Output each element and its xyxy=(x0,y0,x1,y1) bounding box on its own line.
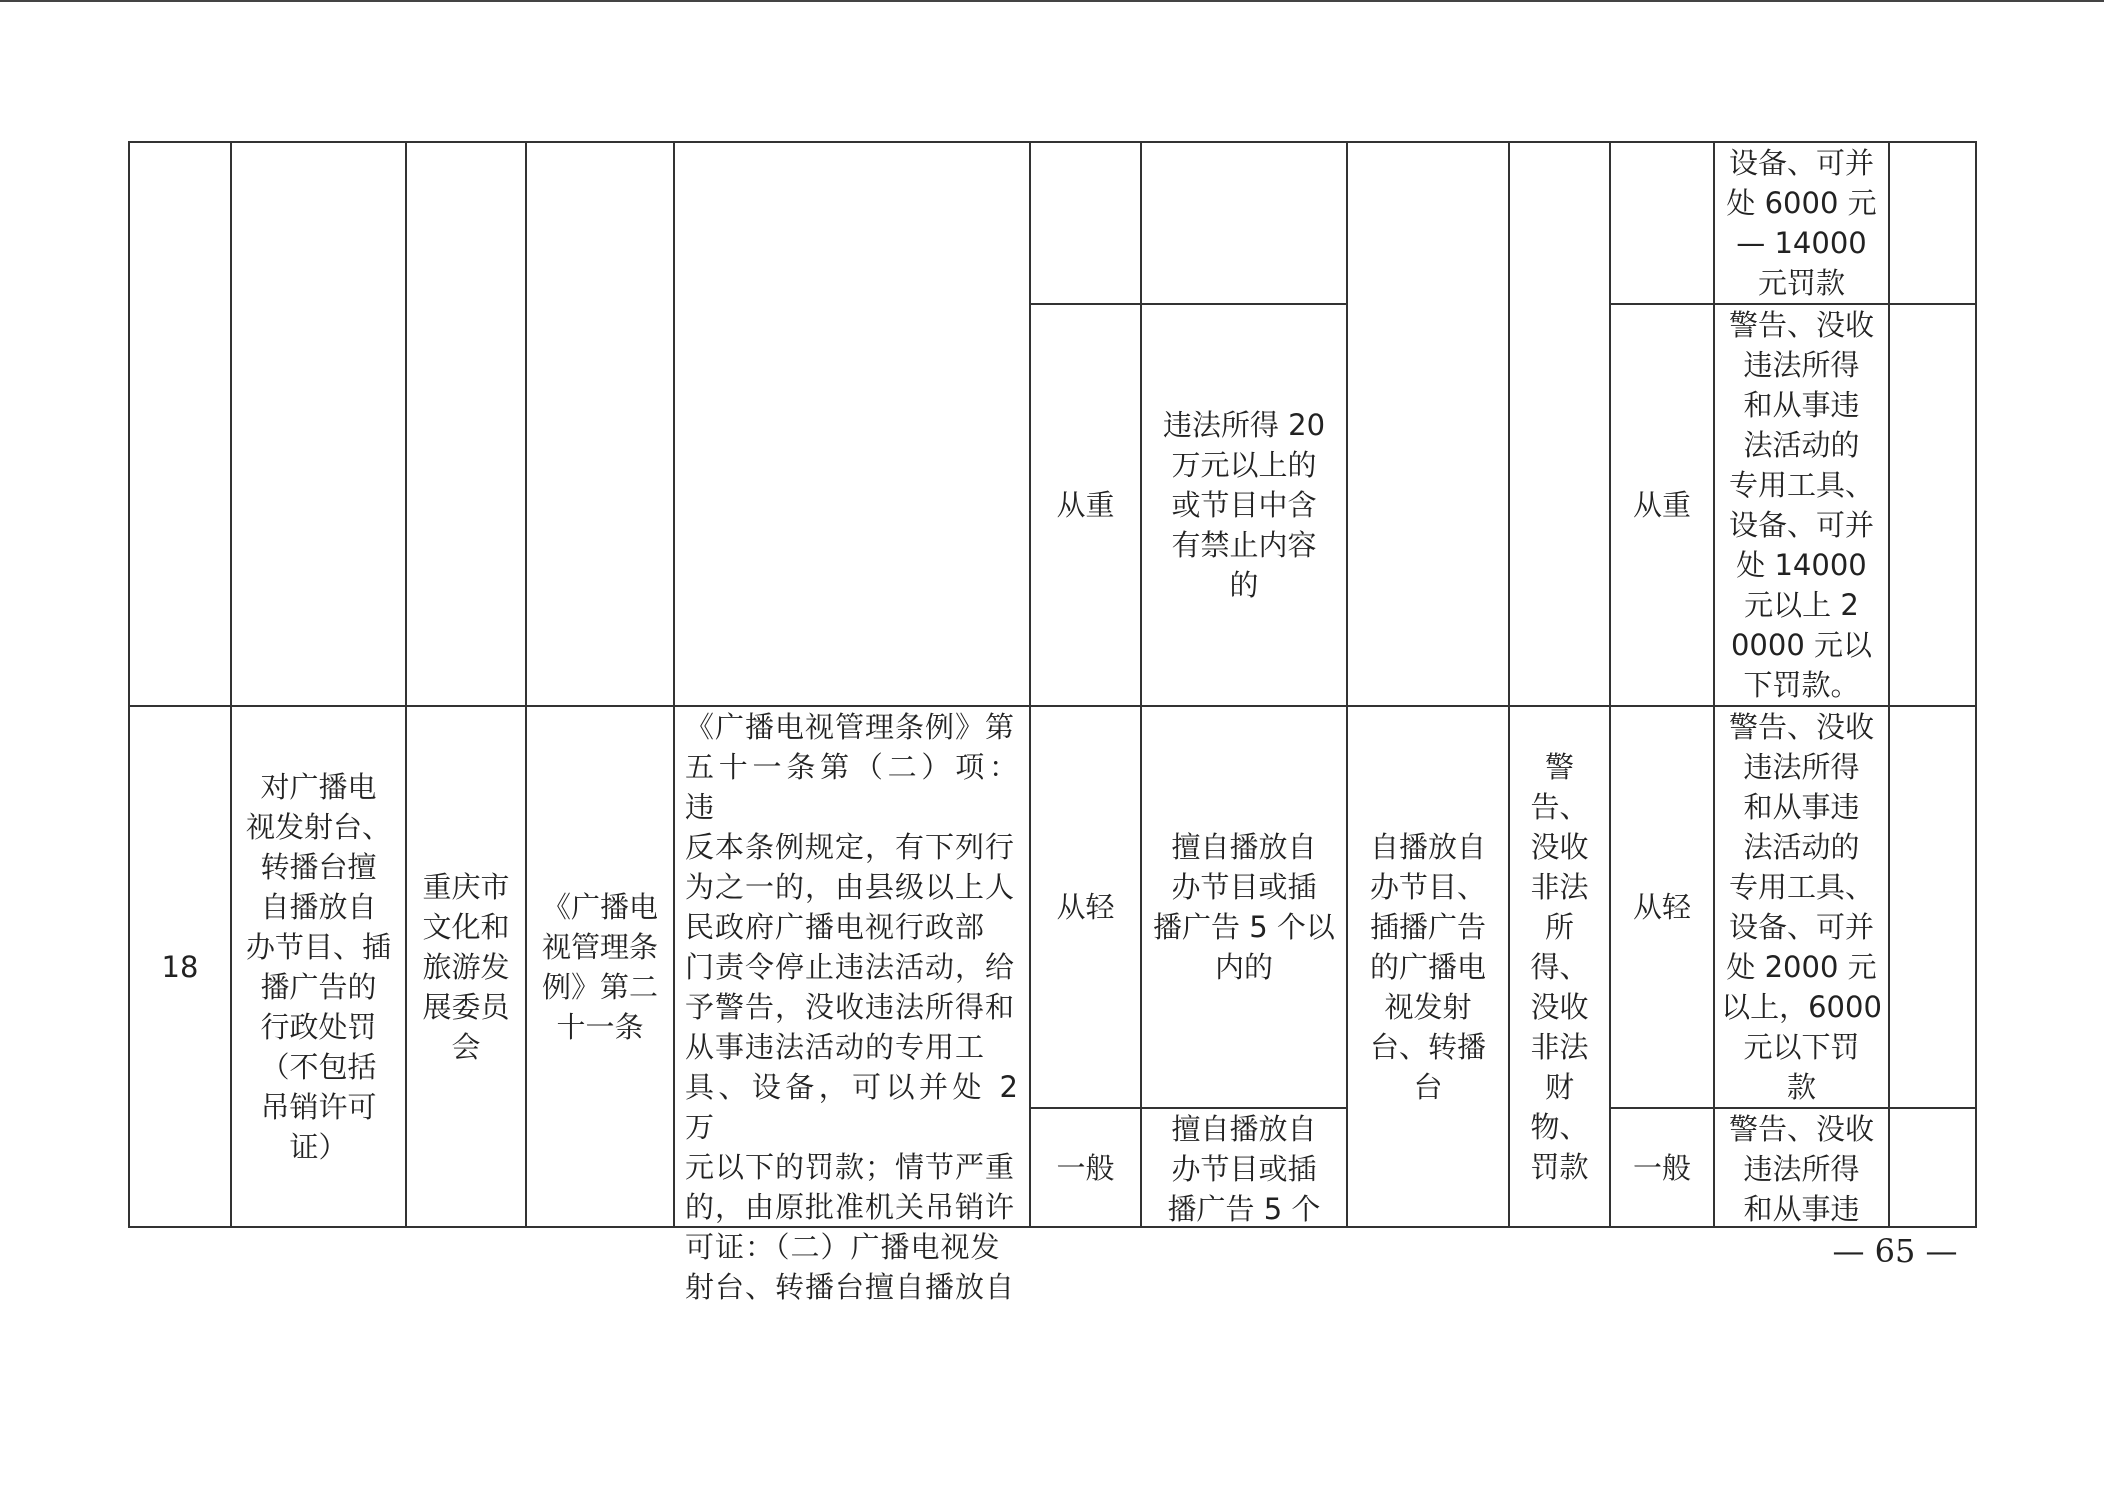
cell-degree-heavy: 从重 xyxy=(1056,488,1115,522)
cell-legal-text: 《广播电视管理条例》第 五十一条第（二）项： 违 反本条例规定，有下列行 为之一的，由县级以上人 民政府广播电视行政部 门责令停止违法活动，给 予警告，没收违法所得和 从事违法活动的专用工 具、设备，可以并处 2 万 元以下的罚款；情节严重 的，由原批准机关吊销许 可证：（二）广播电视发 射台、转播台擅自播放自 xyxy=(685,710,1019,1304)
cell-penalty-heavy: 警告、没收 违法所得 和从事违 法活动的 专用工具、 设备、可并 处 14000 元以上 2 0000 元以 下罚款。 xyxy=(1728,308,1874,702)
cell-circumstance-heavy: 违法所得 20 万元以上的 或节目中含 有禁止内容 的 xyxy=(1162,408,1326,602)
cell-row-number: 18 xyxy=(161,949,199,984)
cell-penalty-heavy-top: 设备、可并 处 6000 元 — 14000 元罚款 xyxy=(1726,146,1877,300)
cell-agency: 重庆市 文化和 旅游发 展委员 会 xyxy=(422,869,510,1064)
table-line xyxy=(1888,141,1890,1228)
cell-penalty-general: 警告、没收 违法所得 和从事违 xyxy=(1728,1112,1874,1226)
cell-subject: 自播放自 办节目、 插播广告 的广播电 视发射 台、转播 台 xyxy=(1369,829,1486,1104)
page-number: — 65 — xyxy=(1832,1232,1958,1270)
cell-item-name: 对广播电 视发射台、 转播台擅 自播放自 办节目、插 播广告的 行政处罚 （不包括 吊销许可 证） xyxy=(245,769,391,1164)
table-line xyxy=(1975,141,1977,1228)
cell-degree-heavy-2: 从重 xyxy=(1632,488,1691,522)
cell-circumstance-general: 擅自播放自 办节目或插 播广告 5 个 xyxy=(1167,1112,1321,1226)
cell-degree-general-2: 一般 xyxy=(1632,1150,1691,1185)
cell-legal-basis: 《广播电 视管理条 例》第二 十一条 xyxy=(541,889,658,1044)
cell-penalty-light: 警告、没收 违法所得 和从事违 法活动的 专用工具、 设备、可并 处 2000 元 以上，6000 元以下罚 款 xyxy=(1721,710,1882,1104)
cell-degree-general: 一般 xyxy=(1056,1150,1115,1185)
cell-circumstance-light: 擅自播放自 办节目或插 播广告 5 个以 内的 xyxy=(1153,830,1335,984)
cell-degree-light-2: 从轻 xyxy=(1632,890,1691,924)
cell-degree-light: 从轻 xyxy=(1056,890,1115,924)
cell-penalty-type: 警 告、 没收 非法 所 得、 没收 非法 财 物、 罚款 xyxy=(1530,749,1589,1184)
